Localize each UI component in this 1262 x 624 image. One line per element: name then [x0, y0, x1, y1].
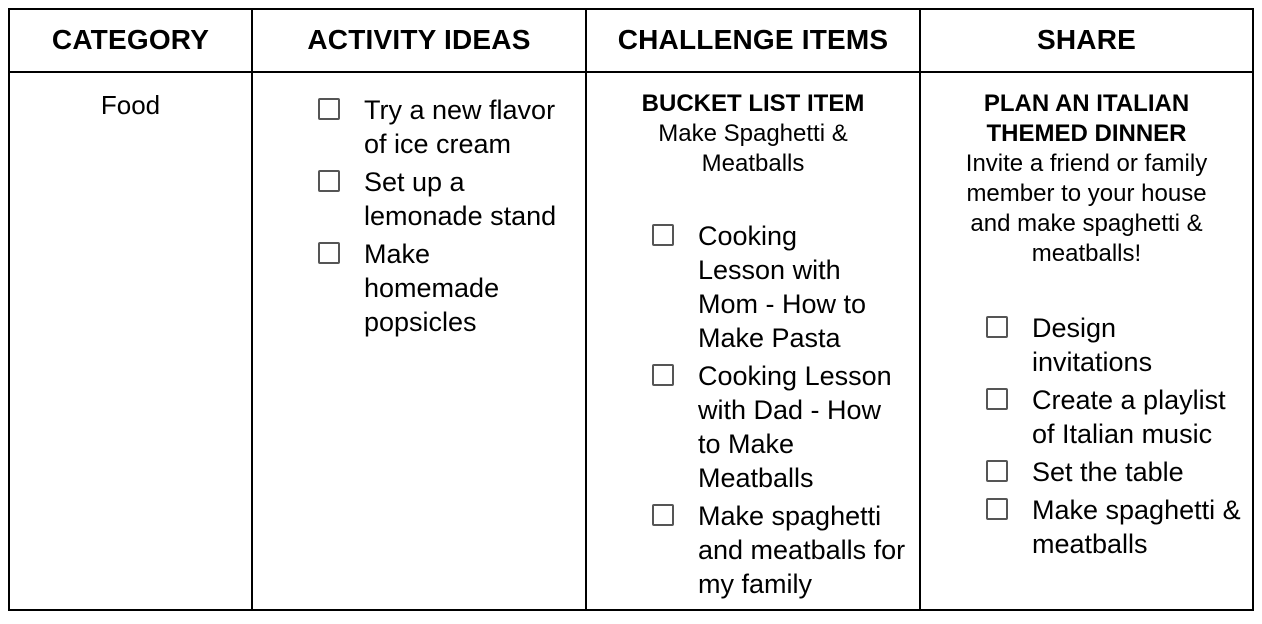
- challenge-subtitle-line1: Make Spaghetti &: [658, 120, 848, 147]
- checkbox[interactable]: [318, 242, 340, 264]
- activity-item: Make homemade popsicles: [318, 237, 534, 339]
- header-share: SHARE: [1036, 24, 1136, 55]
- challenge-item: Make spaghetti and meatballs for my family: [652, 499, 908, 601]
- header-activity-ideas: ACTIVITY IDEAS: [307, 24, 531, 55]
- challenge-item: Cooking Lesson with Dad - How to Make Meatballs: [652, 359, 908, 495]
- checkbox[interactable]: [986, 460, 1008, 482]
- challenge-title: BUCKET LIST ITEM: [641, 90, 865, 117]
- table-border-right: [1252, 8, 1254, 611]
- share-title-line2: THEMED DINNER: [986, 120, 1187, 147]
- checkbox[interactable]: [652, 504, 674, 526]
- challenge-subtitle-line2: Meatballs: [701, 150, 805, 177]
- activity-table: [8, 8, 1254, 611]
- column-divider-1: [251, 8, 253, 611]
- checkbox[interactable]: [318, 170, 340, 192]
- share-item: Set the table: [986, 455, 1248, 489]
- checkbox[interactable]: [652, 224, 674, 246]
- table-border-bottom: [8, 609, 1254, 611]
- header-category: CATEGORY: [51, 24, 210, 55]
- activity-item: Try a new flavor of ice cream: [318, 93, 578, 161]
- activity-item: Set up a lemonade stand: [318, 165, 578, 233]
- share-item: Design invitations: [986, 311, 1182, 379]
- checkbox[interactable]: [318, 98, 340, 120]
- share-description-line4: meatballs!: [1031, 240, 1142, 267]
- checkbox[interactable]: [986, 316, 1008, 338]
- share-title-line1: PLAN AN ITALIAN: [983, 90, 1190, 117]
- share-items-cell: [986, 311, 1248, 565]
- header-challenge-items: CHALLENGE ITEMS: [617, 24, 889, 55]
- checkbox[interactable]: [986, 388, 1008, 410]
- checkbox[interactable]: [986, 498, 1008, 520]
- checkbox[interactable]: [652, 364, 674, 386]
- category-cell: [10, 90, 251, 121]
- challenge-items-cell: [652, 219, 912, 605]
- share-heading: [921, 89, 1252, 269]
- share-description-line1: Invite a friend or family: [965, 150, 1208, 177]
- share-description-line3: and make spaghetti &: [970, 210, 1203, 237]
- category-value: Food: [100, 90, 161, 120]
- share-item: Make spaghetti & meatballs: [986, 493, 1242, 561]
- share-description-line2: member to your house: [966, 180, 1207, 207]
- activity-ideas-cell: [318, 93, 578, 343]
- challenge-heading: [587, 89, 919, 179]
- challenge-item: Cooking Lesson with Mom - How to Make Pasta: [652, 219, 868, 355]
- share-item: Create a playlist of Italian music: [986, 383, 1248, 451]
